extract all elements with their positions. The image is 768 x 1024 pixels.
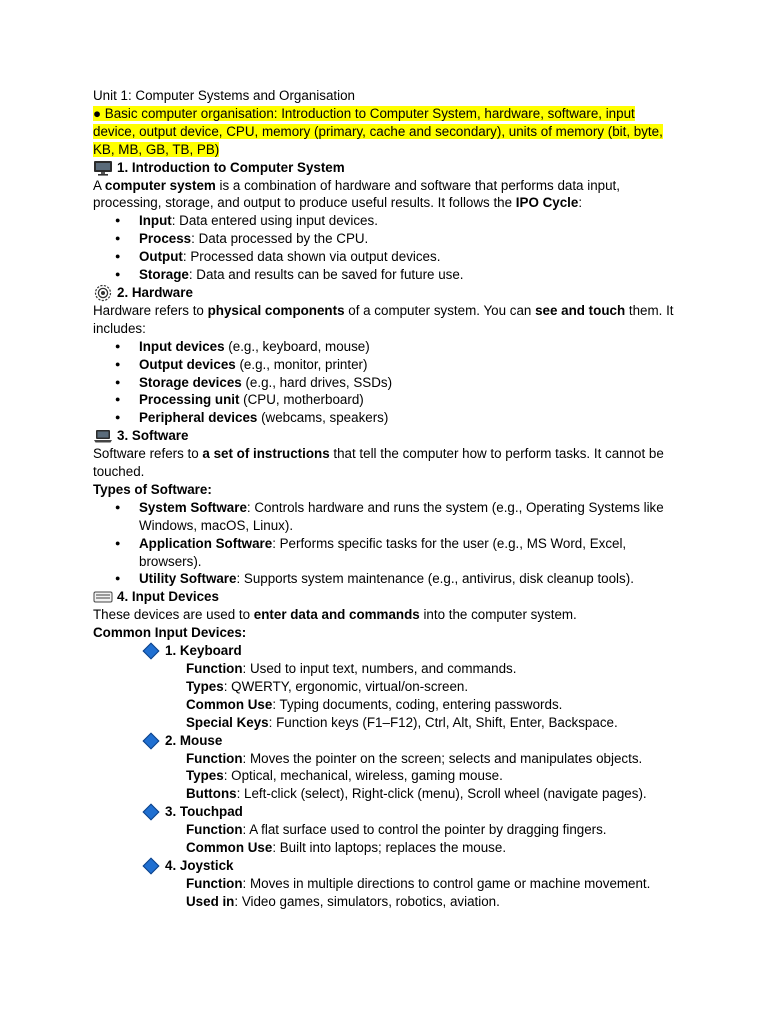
- device-detail: Special Keys: Function keys (F1–F12), Ctrl, Alt, Shift, Enter, Backspace.: [186, 714, 618, 730]
- document-page: [93, 87, 713, 911]
- list-item: ● Input devices (e.g., keyboard, mouse): [93, 338, 713, 356]
- s1-paragraph-line-2: processing, storage, and output to produce useful results. It follows the IPO Cycle:: [93, 195, 583, 211]
- device-detail: Function: Moves in multiple directions to control game or machine movement.: [186, 875, 651, 891]
- list-item: ● Application Software: Performs specific tasks for the user (e.g., MS Word, Excel, browsers).: [93, 535, 713, 571]
- s1-paragraph-line-1: A computer system is a combination of hardware and software that performs data input,: [93, 177, 620, 193]
- section-4-heading: [93, 588, 713, 606]
- blue-diamond-icon: [143, 804, 160, 821]
- device-detail: Function: Moves the pointer on the screen; selects and manipulates objects.: [186, 750, 643, 766]
- section-3-title: 3. Software: [117, 428, 189, 444]
- device-title: 3. Touchpad: [165, 804, 243, 820]
- s3-paragraph-line-1: Software refers to a set of instructions that tell the computer how to perform tasks. It cannot be: [93, 446, 664, 462]
- desktop-computer-icon: [93, 160, 113, 176]
- blue-diamond-icon: [143, 857, 160, 874]
- device-detail: Used in: Video games, simulators, robotics, aviation.: [186, 893, 500, 909]
- gear-icon: [93, 285, 113, 301]
- ipo-list: [93, 212, 713, 284]
- s4-paragraph-line-1: These devices are used to enter data and commands into the computer system.: [93, 607, 577, 623]
- device-detail: Function: A flat surface used to control the pointer by dragging fingers.: [186, 822, 607, 838]
- list-item: ● Peripheral devices (webcams, speakers): [93, 409, 713, 427]
- device-detail: Common Use: Built into laptops; replaces the mouse.: [186, 840, 507, 856]
- list-item: ● Storage devices (e.g., hard drives, SSDs): [93, 374, 713, 392]
- device-title: 1. Keyboard: [165, 643, 242, 659]
- section-2-title: 2. Hardware: [117, 284, 193, 300]
- section-2-heading: [93, 284, 713, 302]
- blue-diamond-icon: [143, 732, 160, 749]
- s2-paragraph-line-1: Hardware refers to physical components of a computer system. You can see and touch them. It: [93, 302, 674, 318]
- s2-paragraph-line-2: includes:: [93, 320, 146, 336]
- keyboard-icon: [93, 589, 113, 605]
- common-input-devices-heading: Common Input Devices:: [93, 625, 247, 641]
- list-item: ● System Software: Controls hardware and runs the system (e.g., Operating Systems like Windows, macOS, Linux).: [93, 499, 713, 535]
- device-title: 4. Joystick: [165, 857, 234, 873]
- unit-title: Unit 1: Computer Systems and Organisation: [93, 88, 355, 103]
- section-3-heading: [93, 427, 713, 445]
- highlight-block: [93, 105, 713, 159]
- list-item: ● Output: Processed data shown via output devices.: [93, 248, 713, 266]
- section-4-title: 4. Input Devices: [117, 589, 219, 605]
- software-list: [93, 499, 713, 589]
- device-detail: Function: Used to input text, numbers, and commands.: [186, 661, 517, 676]
- device-detail: Buttons: Left-click (select), Right-click (menu), Scroll wheel (navigate pages).: [186, 786, 647, 802]
- device-detail: Types: Optical, mechanical, wireless, gaming mouse.: [186, 768, 503, 784]
- device-detail: Common Use: Typing documents, coding, entering passwords.: [186, 696, 563, 712]
- highlight-line-1: ● Basic computer organisation: Introduction to Computer System, hardware, software, input: [93, 105, 635, 121]
- list-item: ● Input: Data entered using input devices.: [93, 212, 713, 230]
- list-item: ● Process: Data processed by the CPU.: [93, 230, 713, 248]
- highlight-line-3: KB, MB, GB, TB, PB): [93, 141, 220, 157]
- list-item: ● Storage: Data and results can be saved for future use.: [93, 266, 713, 284]
- device-joystick: [93, 857, 713, 911]
- list-item: ● Processing unit (CPU, motherboard): [93, 391, 713, 409]
- highlight-line-2: device, output device, CPU, memory (primary, cache and secondary), units of memory (bit, byte,: [93, 123, 663, 139]
- section-1-heading: [93, 159, 713, 177]
- device-title: 2. Mouse: [165, 732, 223, 748]
- list-item: ● Output devices (e.g., monitor, printer): [93, 356, 713, 374]
- blue-diamond-icon: [143, 643, 160, 660]
- hardware-list: [93, 338, 713, 428]
- list-item: ● Utility Software: Supports system maintenance (e.g., antivirus, disk cleanup tools).: [93, 570, 713, 588]
- section-1-title: 1. Introduction to Computer System: [117, 159, 345, 175]
- device-mouse: [93, 732, 713, 804]
- device-keyboard: [93, 642, 713, 732]
- software-types-heading: Types of Software:: [93, 481, 212, 497]
- device-detail: Types: QWERTY, ergonomic, virtual/on-screen.: [186, 678, 469, 694]
- s3-paragraph-line-2: touched.: [93, 464, 145, 480]
- laptop-icon: [93, 428, 113, 444]
- device-touchpad: [93, 803, 713, 857]
